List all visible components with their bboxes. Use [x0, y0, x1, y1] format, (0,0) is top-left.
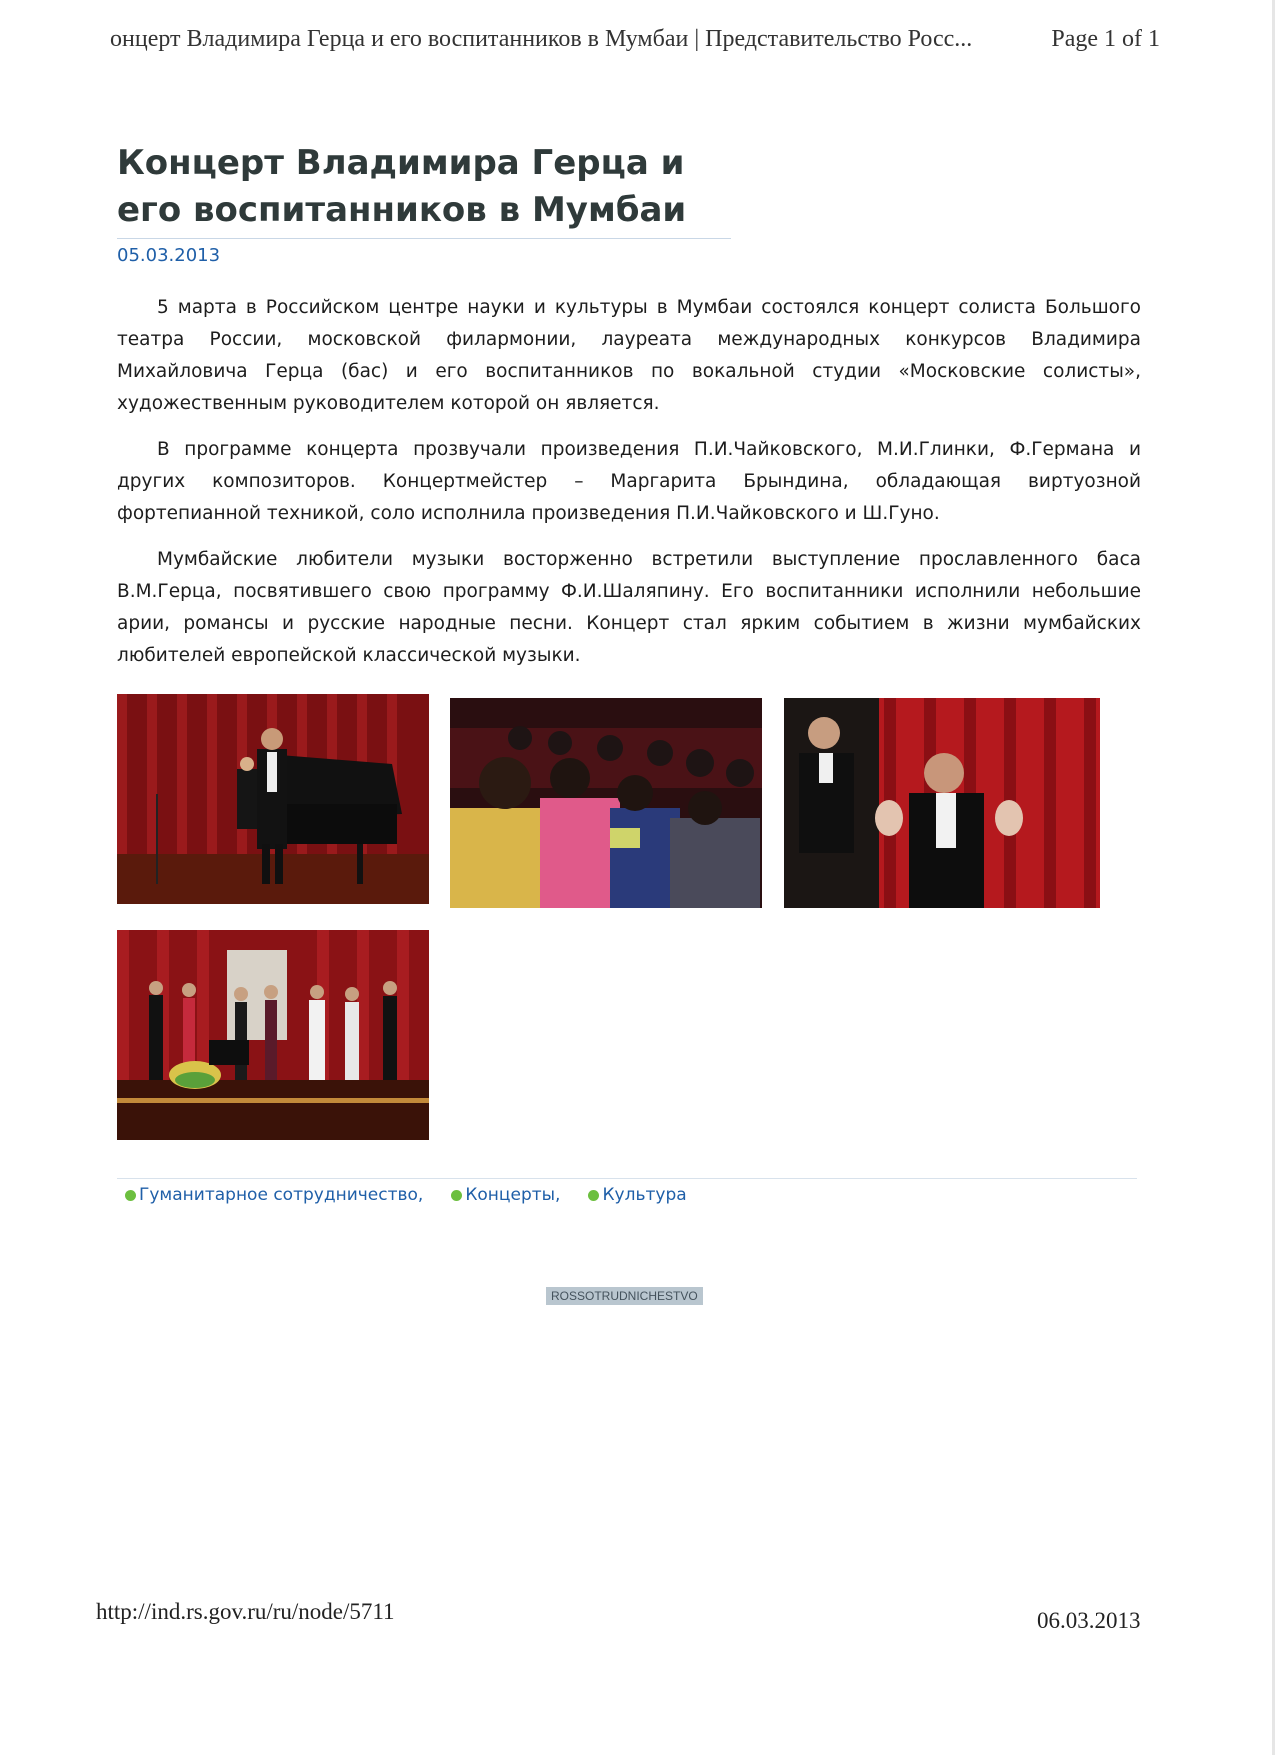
page-indicator: Page 1 of 1 [1051, 26, 1160, 52]
tag-label: Концерты, [465, 1185, 561, 1205]
photo-audience[interactable] [450, 698, 762, 908]
article-paragraph: В программе концерта прозвучали произведения П.И.Чайковского, М.И.Глинки, Ф.Германа и других композиторов. Концертмейстер – Маргарита Брындина, обладающая виртуозной фортепианной техникой, соло исполнила произведения П.И.Чайковского и Ш.Гуно. [117, 439, 1141, 524]
print-footer-url: http://ind.rs.gov.ru/ru/node/5711 [96, 1599, 395, 1624]
photo-singer-at-piano[interactable] [117, 694, 429, 904]
tag-link-humanitarian[interactable] [117, 1185, 423, 1205]
print-footer-date: 06.03.2013 [1037, 1608, 1141, 1633]
article-body [117, 292, 1141, 672]
title-divider [117, 238, 731, 239]
photo-gallery [117, 694, 1141, 1164]
tag-list [117, 1185, 1141, 1205]
tags-divider [117, 1178, 1137, 1179]
tag-label: Гуманитарное сотрудничество, [139, 1185, 424, 1205]
tag-link-culture[interactable] [580, 1185, 686, 1205]
rossotrudnichestvo-badge: ROSSOTRUDNICHESTVO [546, 1287, 703, 1305]
tag-bullet-icon [125, 1190, 136, 1201]
tag-bullet-icon [451, 1190, 462, 1201]
article-paragraph: 5 марта в Российском центре науки и культуры в Мумбаи состоялся концерт солиста Большого театра России, московской филармонии, лауреата международных конкурсов Владимира Михайловича Герца (бас) и его воспитанников по вокальной студии «Московские солисты», художественным руководителем которой он является. [117, 297, 1141, 414]
tag-bullet-icon [588, 1190, 599, 1201]
tag-label: Культура [602, 1185, 687, 1205]
tag-link-concerts[interactable] [443, 1185, 560, 1205]
print-header [110, 26, 1160, 53]
print-header-title: онцерт Владимира Герца и его воспитанников в Мумбаи | Представительство Росс... [110, 26, 973, 52]
article [117, 140, 1141, 1205]
article-title: Концерт Владимира Герца и его воспитанников в Мумбаи [117, 143, 687, 230]
article-date: 05.03.2013 [117, 245, 221, 266]
article-paragraph: Мумбайские любители музыки восторженно встретили выступление прославленного баса В.М.Герца, посвятившего свою программу Ф.И.Шаляпину. Его воспитанники исполнили небольшие арии, романсы и русские народные песни. Концерт стал ярким событием в жизни мумбайских любителей европейской классической музыки. [117, 549, 1141, 666]
photo-ensemble-on-stage[interactable] [117, 930, 429, 1140]
photo-expressive-singer[interactable] [784, 698, 1100, 908]
